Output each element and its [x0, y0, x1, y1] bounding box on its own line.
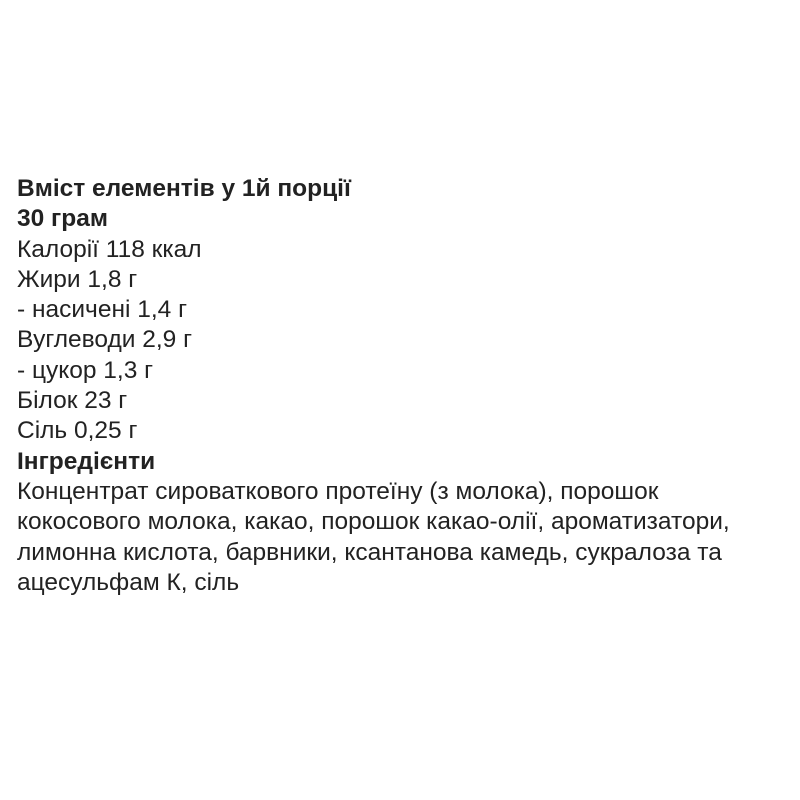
ingredients-line: кокосового молока, какао, порошок какао-олії, ароматизатори, [17, 508, 730, 536]
nutrition-heading: Вміст елементів у 1й порції [17, 175, 351, 202]
ingredients-heading: Інгредієнти [17, 447, 156, 475]
nutrition-item-calories: Калорії 118 ккал [17, 235, 202, 263]
ingredients-line: ацесульфам К, сіль [17, 568, 240, 596]
ingredients-text [17, 477, 792, 598]
ingredients-line: Концентрат сироваткового протеїну (з молока), порошок [17, 477, 659, 505]
product-info-block [17, 174, 792, 598]
serving-size: 30 грам [17, 205, 108, 233]
ingredients-line: лимонна кислота, барвники, ксантанова камедь, сукралоза та [17, 538, 722, 566]
nutrition-item-salt: Сіль 0,25 г [17, 417, 138, 445]
nutrition-item-carbohydrates: Вуглеводи 2,9 г [17, 326, 193, 354]
nutrition-item-fat: Жири 1,8 г [17, 265, 138, 293]
nutrition-item-sugar: - цукор 1,3 г [17, 356, 154, 384]
nutrition-item-protein: Білок 23 г [17, 387, 128, 415]
nutrition-item-saturated-fat: - насичені 1,4 г [17, 296, 188, 324]
